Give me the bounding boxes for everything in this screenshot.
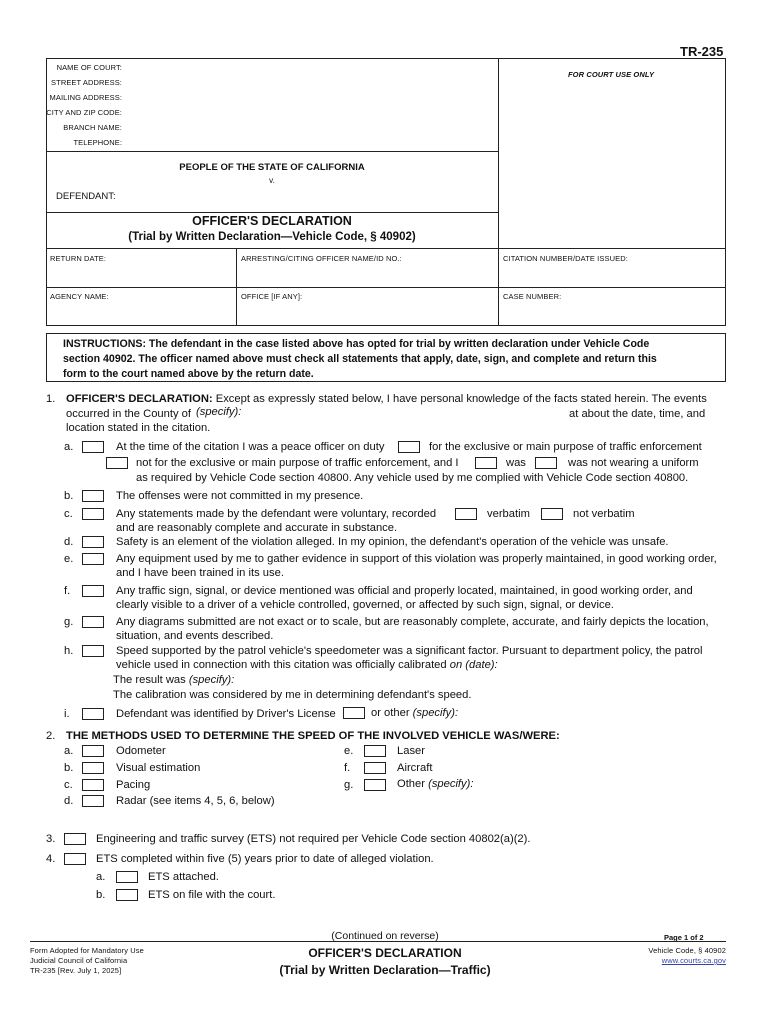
- city-zip-label: CITY AND ZIP CODE:: [46, 108, 122, 117]
- item1-number: 1.: [46, 393, 56, 405]
- ets-on-file-checkbox[interactable]: [116, 889, 138, 901]
- item1c-text2: and are reasonably complete and accurate in substance.: [116, 522, 398, 534]
- item4b-letter: b.: [96, 889, 106, 901]
- item1h-calibrated-text: vehicle used in connection with this citation was officially calibrated: [116, 659, 447, 671]
- item1h-letter: h.: [64, 645, 74, 657]
- item1-heading: OFFICER'S DECLARATION:: [66, 393, 213, 405]
- item1g-letter: g.: [64, 616, 74, 628]
- instructions-box: [46, 333, 726, 382]
- item4-number: 4.: [46, 853, 56, 865]
- branch-name-label: BRANCH NAME:: [63, 123, 122, 132]
- laser-label: Laser: [397, 745, 425, 757]
- other-method-checkbox[interactable]: [364, 779, 386, 791]
- grid-col2: [498, 248, 499, 325]
- item1-intro-a: Except as expressly stated below, I have personal knowledge of the facts stated herein. The events: [215, 393, 707, 405]
- item1d-text: Safety is an element of the violation alleged. In my opinion, the defendant's operation of the vehicle was unsafe.: [116, 536, 669, 548]
- pacing-checkbox[interactable]: [82, 779, 104, 791]
- item4a-letter: a.: [96, 871, 106, 883]
- instructions-line-1: INSTRUCTIONS: The defendant in the case listed above has opted for trial by written declaration under Vehicle Code: [63, 338, 650, 350]
- aircraft-label: Aircraft: [397, 762, 433, 774]
- mailing-address-label: MAILING ADDRESS:: [49, 93, 122, 102]
- item2b-letter: b.: [64, 762, 74, 774]
- instructions-line-3: form to the court named above by the return date.: [63, 368, 314, 380]
- radar-checkbox[interactable]: [82, 795, 104, 807]
- adopted-line-1: Form Adopted for Mandatory Use: [30, 946, 144, 955]
- footer-title: OFFICER'S DECLARATION: [308, 946, 462, 960]
- adopted-block: [30, 946, 144, 976]
- footer-subtitle: (Trial by Written Declaration—Traffic): [279, 963, 491, 977]
- pacing-label: Pacing: [116, 779, 151, 791]
- item1-intro-d: location stated in the citation.: [66, 422, 211, 434]
- court-use-box: [499, 59, 724, 247]
- other-id-checkbox[interactable]: [343, 707, 365, 719]
- instructions-text: [63, 337, 657, 382]
- item1a-text4: as required by Vehicle Code section 40800. Any vehicle used by me complied with Vehicle Code section 40800.: [136, 472, 689, 484]
- not-verbatim-checkbox[interactable]: [541, 508, 563, 520]
- item1h-text1: Speed supported by the patrol vehicle's speedometer was a significant factor. Pursuant to department policy, the patrol: [116, 645, 703, 657]
- other-id-label: or other: [371, 707, 410, 719]
- item1e-text1: Any equipment used by me to gather evidence in support of this violation was properly maintained, in good working order,: [116, 553, 717, 565]
- grid-top: [46, 248, 726, 249]
- laser-checkbox[interactable]: [364, 745, 386, 757]
- radar-label: Radar (see items 4, 5, 6, below): [116, 795, 275, 807]
- right-border: [725, 58, 726, 326]
- result-input[interactable]: [240, 671, 710, 687]
- item1f-text2: clearly visible to a driver of a vehicle controlled, governed, or affected by such sign, signal, or device.: [116, 599, 614, 611]
- item1h-result: [113, 673, 234, 687]
- footer-rule: [30, 941, 726, 942]
- was-not-uniform-checkbox[interactable]: [535, 457, 557, 469]
- grid-bottom: [46, 325, 726, 326]
- people-title: PEOPLE OF THE STATE OF CALIFORNIA: [179, 162, 365, 173]
- divider-people: [46, 151, 498, 152]
- county-specify-label: (specify):: [196, 406, 242, 418]
- other-method-input[interactable]: [480, 776, 710, 792]
- item1c-text1: Any statements made by the defendant were voluntary, recorded: [116, 508, 437, 520]
- court-name-label: NAME OF COURT:: [56, 63, 122, 72]
- item4-checkbox[interactable]: [64, 853, 86, 865]
- courts-website-link[interactable]: www.courts.ca.gov: [661, 956, 726, 965]
- item4-text: ETS completed within five (5) years prior to date of alleged violation.: [96, 853, 434, 865]
- street-address-label: STREET ADDRESS:: [51, 78, 122, 87]
- doc-title: OFFICER'S DECLARATION: [192, 214, 352, 228]
- result-specify-label: (specify):: [188, 674, 235, 686]
- item1i-text: Defendant was identified by Driver's License: [116, 708, 336, 720]
- verbatim-checkbox[interactable]: [455, 508, 477, 520]
- not-verbatim-label: not verbatim: [573, 508, 635, 520]
- item1h-calibration: The calibration was considered by me in determining defendant's speed.: [113, 689, 472, 701]
- other-method: [397, 777, 473, 791]
- continued-label: (Continued on reverse): [331, 930, 439, 942]
- versus: v.: [269, 176, 275, 185]
- other-method-specify-label: (specify):: [428, 778, 474, 790]
- item1a-checkbox[interactable]: [82, 441, 104, 453]
- item2e-letter: e.: [344, 745, 354, 757]
- defendant-label: DEFENDANT:: [56, 191, 116, 202]
- item2c-letter: c.: [64, 779, 73, 791]
- item1g-checkbox[interactable]: [82, 616, 104, 628]
- visual-estimation-checkbox[interactable]: [82, 762, 104, 774]
- verbatim-label: verbatim: [487, 508, 530, 520]
- aircraft-checkbox[interactable]: [364, 762, 386, 774]
- item1e-text2: and I have been trained in its use.: [116, 567, 284, 579]
- item1b-text: The offenses were not committed in my presence.: [116, 490, 364, 502]
- item1-intro-c: at about the date, time, and: [569, 408, 706, 420]
- calibration-date-label: on (date):: [449, 659, 498, 671]
- citation-number-field[interactable]: CITATION NUMBER/DATE ISSUED:: [503, 254, 628, 263]
- item1g-text2: situation, and events described.: [116, 630, 274, 642]
- item1f-text1: Any traffic sign, signal, or device mentioned was official and properly located, maintained, in good working order, and: [116, 585, 693, 597]
- grid-mid: [46, 287, 726, 288]
- item1b-checkbox[interactable]: [82, 490, 104, 502]
- traffic-enforcement-not-main-checkbox[interactable]: [106, 457, 128, 469]
- item1h-checkbox[interactable]: [82, 645, 104, 657]
- item1-intro-b: occurred in the County of: [66, 408, 191, 420]
- instructions-line-2: section 40902. The officer named above must check all statements that apply, date, sign, and complete and return this: [63, 353, 657, 365]
- ets-attached-label: ETS attached.: [148, 871, 219, 883]
- divider-title: [46, 212, 498, 213]
- item1e-letter: e.: [64, 553, 74, 565]
- item1d-checkbox[interactable]: [82, 536, 104, 548]
- arresting-officer-field[interactable]: ARRESTING/CITING OFFICER NAME/ID NO.:: [241, 254, 402, 263]
- item1a-text2: for the exclusive or main purpose of traffic enforcement: [429, 441, 702, 453]
- telephone-label: TELEPHONE:: [73, 138, 122, 147]
- agency-name-field[interactable]: AGENCY NAME:: [50, 292, 109, 301]
- item1h-text2: [116, 658, 498, 672]
- item1c-letter: c.: [64, 508, 73, 520]
- was-label: was: [506, 457, 526, 469]
- item1a-text1: At the time of the citation I was a peace officer on duty: [116, 441, 385, 453]
- grid-col1: [236, 248, 237, 325]
- item1i-other: [371, 706, 458, 720]
- page-number: Page 1 of 2: [664, 933, 704, 942]
- was-uniform-checkbox[interactable]: [475, 457, 497, 469]
- item1g-text1: Any diagrams submitted are not exact or to scale, but are reasonably complete, accurate, and fairly depicts the location,: [116, 616, 709, 628]
- item1f-checkbox[interactable]: [82, 585, 104, 597]
- office-field[interactable]: OFFICE [IF ANY]:: [241, 292, 303, 301]
- result-label: The result was: [113, 674, 186, 686]
- item1i-letter: i.: [64, 708, 70, 720]
- odometer-label: Odometer: [116, 745, 166, 757]
- item3-checkbox[interactable]: [64, 833, 86, 845]
- item3-text: Engineering and traffic survey (ETS) not required per Vehicle Code section 40802(a)(2).: [96, 833, 531, 845]
- item1a-letter: a.: [64, 441, 74, 453]
- item1a-text3: not for the exclusive or main purpose of traffic enforcement, and I: [136, 457, 459, 469]
- return-date-field[interactable]: RETURN DATE:: [50, 254, 107, 263]
- item1b-letter: b.: [64, 490, 74, 502]
- item1d-letter: d.: [64, 536, 74, 548]
- item2d-letter: d.: [64, 795, 74, 807]
- item2-number: 2.: [46, 730, 56, 742]
- item2-heading: THE METHODS USED TO DETERMINE THE SPEED OF THE INVOLVED VEHICLE WAS/WERE:: [66, 730, 560, 742]
- item2f-letter: f.: [344, 762, 351, 774]
- visual-estimation-label: Visual estimation: [116, 762, 201, 774]
- item2a-letter: a.: [64, 745, 74, 757]
- traffic-enforcement-main-checkbox[interactable]: [398, 441, 420, 453]
- vehicle-code-ref: Vehicle Code, § 40902: [648, 946, 726, 955]
- was-not-label: was not wearing a uniform: [568, 457, 699, 469]
- other-id-input[interactable]: [470, 705, 710, 721]
- calibration-date-input[interactable]: [505, 656, 715, 672]
- other-method-label: Other: [397, 778, 425, 790]
- item1c-checkbox[interactable]: [82, 508, 104, 520]
- adopted-line-3: TR-235 [Rev. July 1, 2025]: [30, 966, 122, 975]
- other-id-specify-label: (specify):: [412, 707, 459, 719]
- county-input[interactable]: [260, 403, 560, 419]
- item1f-letter: f.: [64, 585, 71, 597]
- odometer-checkbox[interactable]: [82, 745, 104, 757]
- case-number-field[interactable]: CASE NUMBER:: [503, 292, 562, 301]
- adopted-line-2: Judicial Council of California: [30, 956, 128, 965]
- court-use-label: FOR COURT USE ONLY: [568, 70, 655, 79]
- form-id: TR-235: [680, 44, 724, 59]
- item1e-checkbox[interactable]: [82, 553, 104, 565]
- ets-attached-checkbox[interactable]: [116, 871, 138, 883]
- item2g-letter: g.: [344, 779, 354, 791]
- item3-number: 3.: [46, 833, 56, 845]
- item1i-checkbox[interactable]: [82, 708, 104, 720]
- doc-subtitle: (Trial by Written Declaration—Vehicle Code, § 40902): [128, 231, 416, 243]
- ets-on-file-label: ETS on file with the court.: [148, 889, 276, 901]
